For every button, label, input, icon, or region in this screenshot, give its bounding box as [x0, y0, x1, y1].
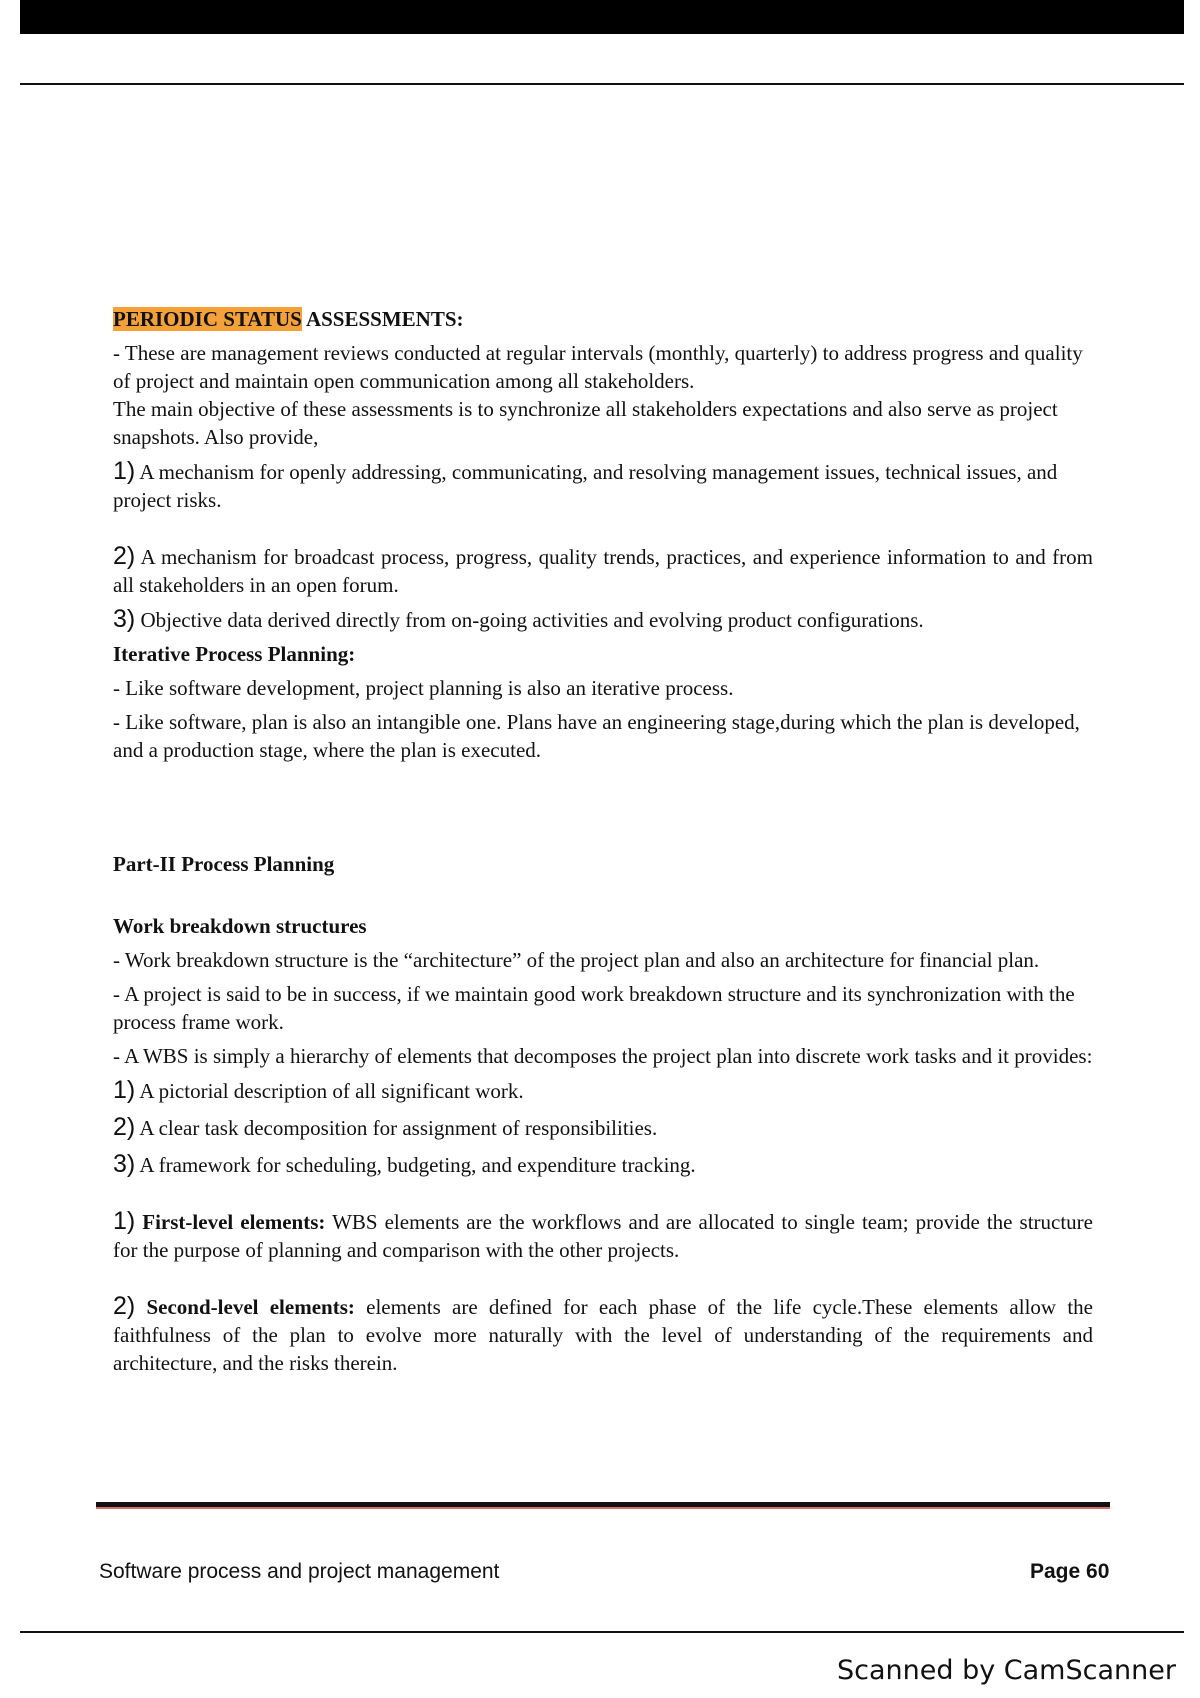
section-heading-part-ii: Part-II Process Planning	[113, 852, 335, 876]
paragraph: - These are management reviews conducted at regular intervals (monthly, quarterly) to address progress and quality of project and maintain open communication among all stakeholders.	[113, 341, 1083, 393]
page-number: Page 60	[1030, 1560, 1110, 1583]
section-heading-iterative: Iterative Process Planning:	[113, 642, 356, 666]
list-number: 2)	[113, 1292, 136, 1320]
list-number: 1)	[113, 457, 136, 485]
list-item	[113, 1113, 1093, 1142]
list-text: A framework for scheduling, budgeting, and expenditure tracking.	[135, 1153, 696, 1177]
paragraph: - Like software development, project planning is also an iterative process.	[113, 676, 734, 700]
level-item	[113, 1292, 1093, 1377]
list-text: A clear task decomposition for assignment of responsibilities.	[135, 1116, 658, 1140]
list-number: 3)	[113, 605, 136, 633]
list-item	[113, 1076, 1093, 1105]
list-number: 1)	[113, 1207, 136, 1235]
level-item	[113, 1207, 1093, 1264]
paragraph: - Work breakdown structure is the “architecture” of the project plan and also an architecture for financial plan.	[113, 948, 1040, 972]
subheading-wbs: Work breakdown structures	[113, 914, 367, 938]
paragraph: - A WBS is simply a hierarchy of elements that decomposes the project plan into discrete work tasks and it provides:	[113, 1044, 1093, 1068]
list-item	[113, 457, 1093, 514]
section-heading-periodic-status	[113, 305, 1093, 333]
heading-highlight: PERIODIC STATUS	[113, 307, 302, 331]
page-body	[113, 305, 1093, 1383]
content-bottom-rule	[96, 1502, 1110, 1509]
paragraph: - A project is said to be in success, if we maintain good work breakdown structure and its synchronization with the process frame work.	[113, 982, 1075, 1034]
list-number: 3)	[113, 1150, 136, 1178]
top-black-bar	[20, 0, 1184, 34]
paragraph: - Like software, plan is also an intangible one. Plans have an engineering stage,during which the plan is developed, and a production stage, where the plan is executed.	[113, 710, 1080, 762]
level-text: elements are defined for each phase of the life cycle.These elements allow the faithfulness of the plan to evolve more naturally with the level of understanding of the requirements and architecture, and the risks therein.	[113, 1295, 1093, 1375]
footer-rule	[20, 1631, 1184, 1633]
level-label: Second-level elements:	[135, 1295, 355, 1319]
list-number: 2)	[113, 1113, 136, 1141]
list-text: A pictorial description of all significant work.	[135, 1079, 524, 1103]
list-item	[113, 605, 1093, 634]
list-number: 2)	[113, 542, 136, 570]
level-label: First-level elements:	[135, 1210, 326, 1234]
level-text: WBS elements are the workflows and are allocated to single team; provide the structure for the purpose of planning and comparison with the other projects.	[113, 1210, 1093, 1262]
list-number: 1)	[113, 1076, 136, 1104]
list-text: A mechanism for broadcast process, progress, quality trends, practices, and experience information to and from all stakeholders in an open forum.	[113, 545, 1093, 597]
scanner-watermark: Scanned by CamScanner	[837, 1655, 1176, 1686]
list-item	[113, 542, 1093, 599]
list-item	[113, 1150, 1093, 1179]
list-text: Objective data derived directly from on-going activities and evolving product configurations.	[135, 608, 924, 632]
header-rule	[20, 83, 1184, 85]
paragraph: The main objective of these assessments is to synchronize all stakeholders expectations and also serve as project snapshots. Also provide,	[113, 397, 1058, 449]
list-text: A mechanism for openly addressing, communicating, and resolving management issues, technical issues, and project risks.	[113, 460, 1058, 512]
heading-rest: ASSESSMENTS:	[301, 307, 464, 331]
footer-title: Software process and project management	[99, 1560, 500, 1583]
